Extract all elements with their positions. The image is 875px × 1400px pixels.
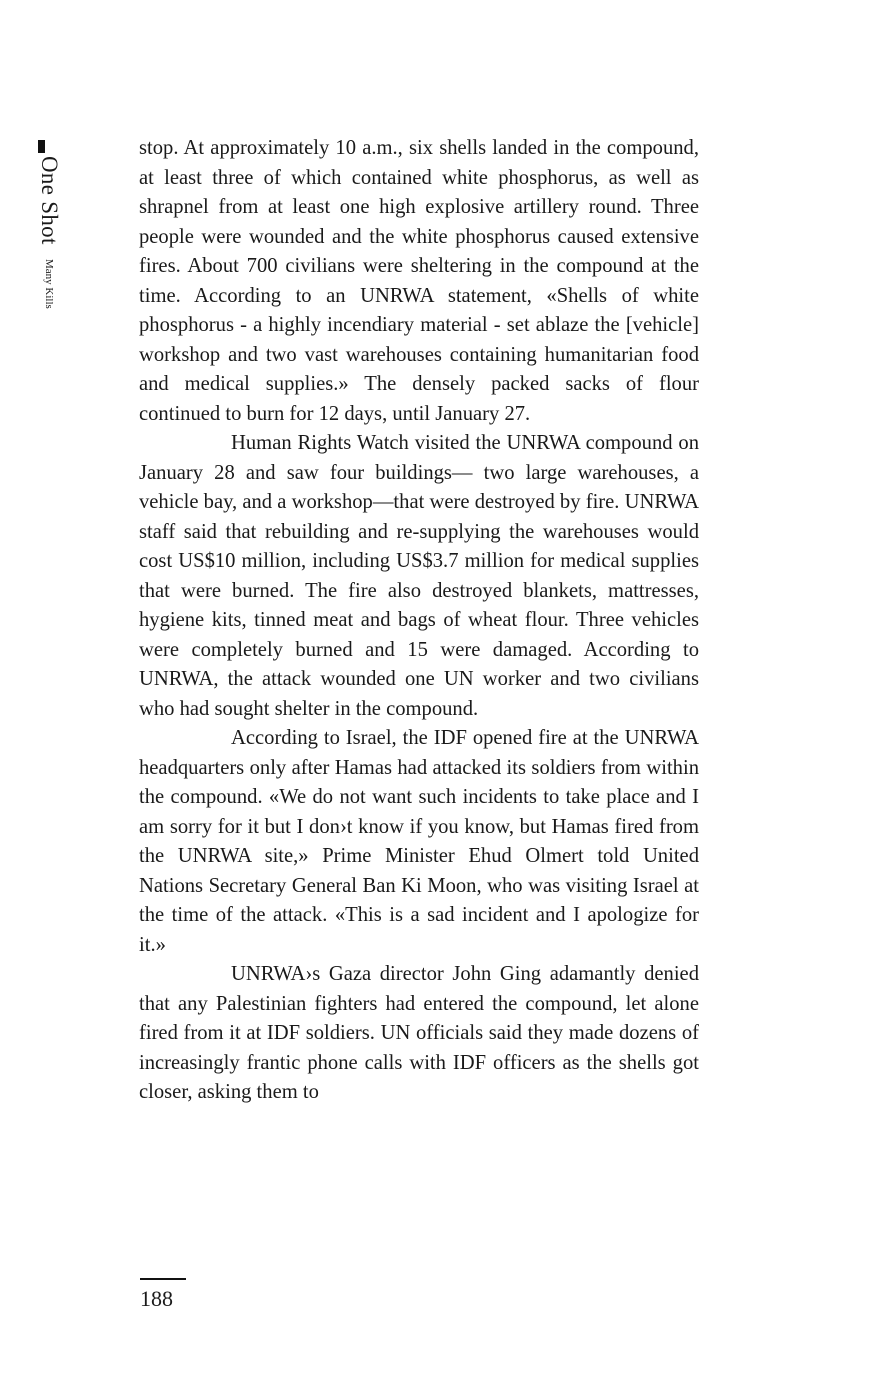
paragraph: UNRWA›s Gaza director John Ging adamantly denied that any Palestinian fighters had entered the compound, let alone fired from it at IDF soldiers. UN officials said they made dozens of increasingly frantic phone calls with IDF officers as the shells got closer, asking them to [139,963,699,1103]
page-number: 188 [140,1286,173,1311]
running-head-marker [38,140,45,153]
page-number-rule [140,1278,186,1280]
paragraph: stop. At approximately 10 a.m., six shells landed in the compound, at least three of which contained white phosphorus, as well as shrapnel from at least one high explosive artillery round. Three people were wounded and the white phosphorus caused extensive fires. About 700 civilians were sheltering in the compound at the time. According to an UNRWA statement, «Shells of white phosphorus - a highly incendiary material - set ablaze the [vehicle] workshop and two vast warehouses containing humanitarian food and medical supplies.» The densely packed sacks of flour continued to burn for 12 days, until January 27. [139,137,699,425]
running-head [38,140,78,380]
book-title: One Shot [37,156,62,245]
paragraph: Human Rights Watch visited the UNRWA compound on January 28 and saw four buildings— two large warehouses, a vehicle bay, and a workshop—that were destroyed by fire. UNRWA staff said that rebuilding and re-supplying the warehouses would cost US$10 million, including US$3.7 million for medical supplies that were burned. The fire also destroyed blankets, mattresses, hygiene kits, tinned meat and bags of wheat flour. Three vehicles were completely burned and 15 were damaged. According to UNRWA, the attack wounded one UN worker and two civilians who had sought shelter in the compound. [139,432,699,720]
paragraph: According to Israel, the IDF opened fire at the UNRWA headquarters only after Hamas had attacked its soldiers from within the compound. «We do not want such incidents to take place and I am sorry for it but I don›t know if you know, but Hamas fired from the UNRWA site,» Prime Minister Ehud Olmert told United Nations Secretary General Ban Ki Moon, who was visiting Israel at the time of the attack. «This is a sad incident and I apologize for it.» [139,727,699,956]
book-subtitle: Many Kills [43,258,55,309]
running-head-text [38,156,61,308]
body-text [139,134,699,1108]
